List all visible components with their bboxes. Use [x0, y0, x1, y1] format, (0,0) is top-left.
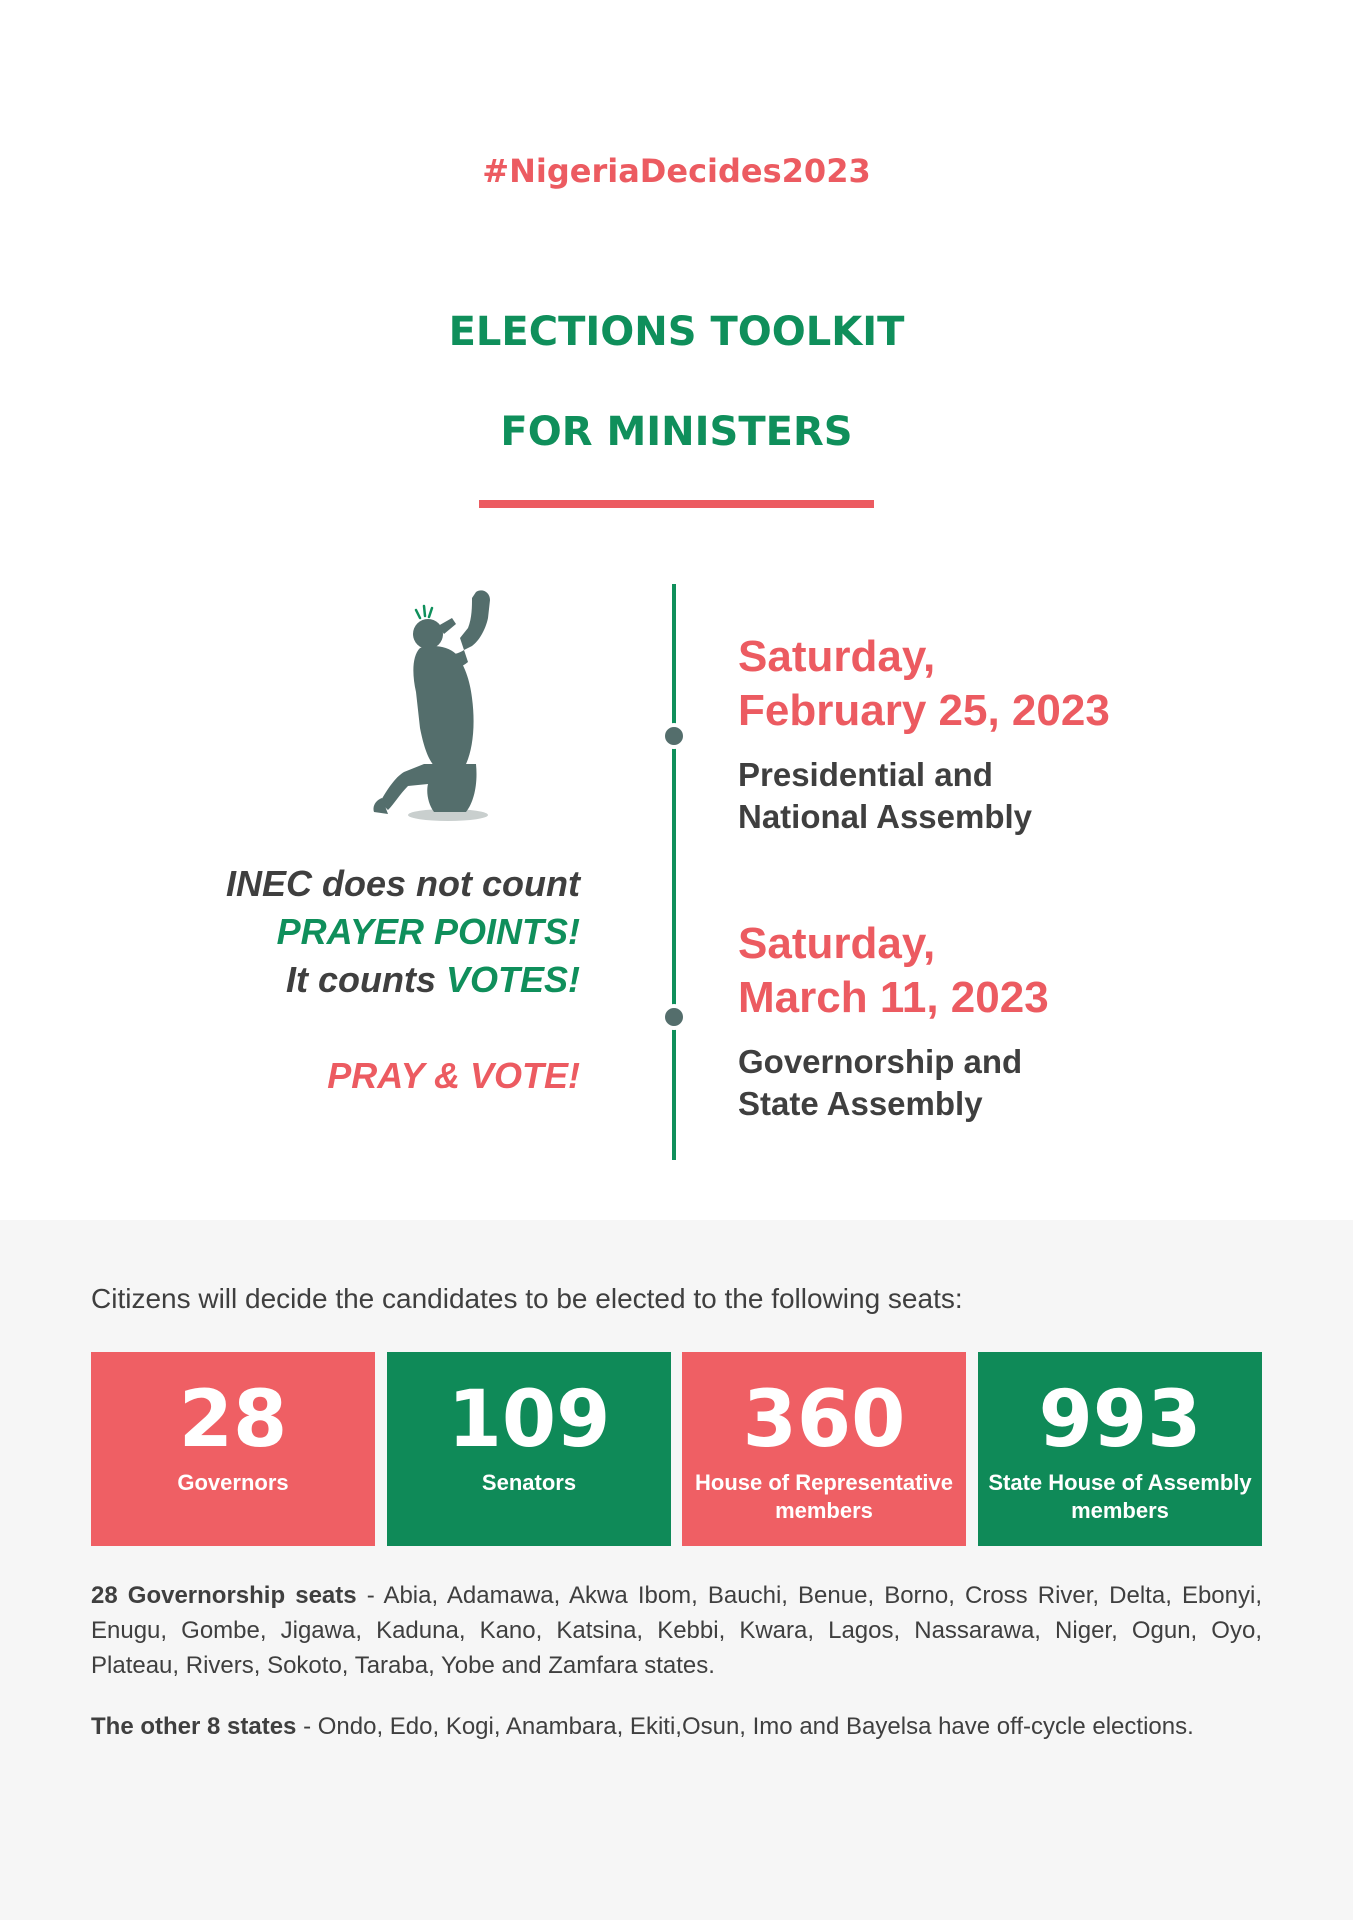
kneeling-praying-person-icon [368, 588, 508, 828]
title-line-1: ELECTIONS TOOLKIT [448, 309, 905, 355]
stat-card-governors [91, 1352, 375, 1546]
event-date [738, 917, 1318, 1025]
event-date-line-2: February 25, 2023 [738, 686, 1110, 735]
seats-section-background [0, 1220, 1353, 1920]
hashtag: #NigeriaDecides2023 [482, 152, 871, 190]
seat-stats [91, 1352, 1262, 1546]
stat-label: Governors [177, 1470, 289, 1495]
governorship-seats-note [91, 1578, 1262, 1683]
slogan-block [200, 860, 580, 1100]
stat-card-senators [387, 1352, 671, 1546]
offcycle-states-note [91, 1709, 1262, 1744]
event-date-line-1: Saturday, [738, 632, 936, 681]
stat-card-house-of-representatives [682, 1352, 966, 1546]
governorship-note-text: - Abia, Adamawa, Akwa Ibom, Bauchi, Benue, Borno, Cross River, Delta, Ebonyi, Enugu, Gombe, Jigawa, Kaduna, Kano, Katsina, Kebbi, Kwara, Lagos, Nassarawa, Niger, Ogun, Oyo, Plateau, Rivers, Sokoto, Taraba, Yobe and Zamfara states. [91, 1582, 1262, 1679]
timeline-line [672, 584, 676, 1160]
stat-number: 109 [447, 1375, 611, 1465]
timeline-event-governorship [738, 917, 1318, 1125]
slogan-call-to-action: PRAY & VOTE! [327, 1055, 580, 1096]
event-description [738, 754, 1318, 838]
event-desc-line-2: State Assembly [738, 1085, 983, 1122]
stat-label: Senators [481, 1470, 577, 1495]
event-desc-line-1: Presidential and [738, 756, 993, 793]
event-desc-line-1: Governorship and [738, 1043, 1023, 1080]
stat-number: 360 [742, 1375, 906, 1465]
offcycle-note-text: - Ondo, Edo, Kogi, Anambara, Ekiti,Osun, Imo and Bayelsa have off-cycle elections. [296, 1713, 1194, 1740]
slogan-spacer [200, 1004, 580, 1052]
slogan-line-3-emphasis: VOTES! [445, 959, 580, 1000]
stat-number: 28 [178, 1375, 288, 1465]
event-description [738, 1041, 1318, 1125]
page-title [0, 282, 1353, 482]
slogan-line-3 [200, 956, 580, 1004]
timeline-dot [661, 723, 687, 749]
slogan-line-1: INEC does not count [226, 863, 580, 904]
offcycle-note-lead: The other 8 states [91, 1713, 297, 1740]
seats-intro: Citizens will decide the candidates to be elected to the following seats: [91, 1283, 963, 1314]
slogan-line-2: PRAYER POINTS! [276, 911, 580, 952]
stat-card-state-assembly [978, 1352, 1262, 1546]
stat-number: 993 [1038, 1375, 1202, 1465]
event-date [738, 630, 1318, 738]
timeline-event-presidential [738, 630, 1318, 838]
event-date-line-1: Saturday, [738, 919, 936, 968]
event-date-line-2: March 11, 2023 [738, 973, 1049, 1022]
governorship-note-lead: 28 Governorship seats [91, 1582, 357, 1609]
event-desc-line-2: National Assembly [738, 798, 1033, 835]
slogan-line-3-prefix: It counts [285, 959, 446, 1000]
stat-label: State House of Assembly members [988, 1470, 1252, 1523]
timeline-dot [661, 1004, 687, 1030]
title-underline [479, 500, 874, 508]
stat-label: House of Representative members [695, 1470, 953, 1523]
title-line-2: FOR MINISTERS [500, 409, 853, 455]
